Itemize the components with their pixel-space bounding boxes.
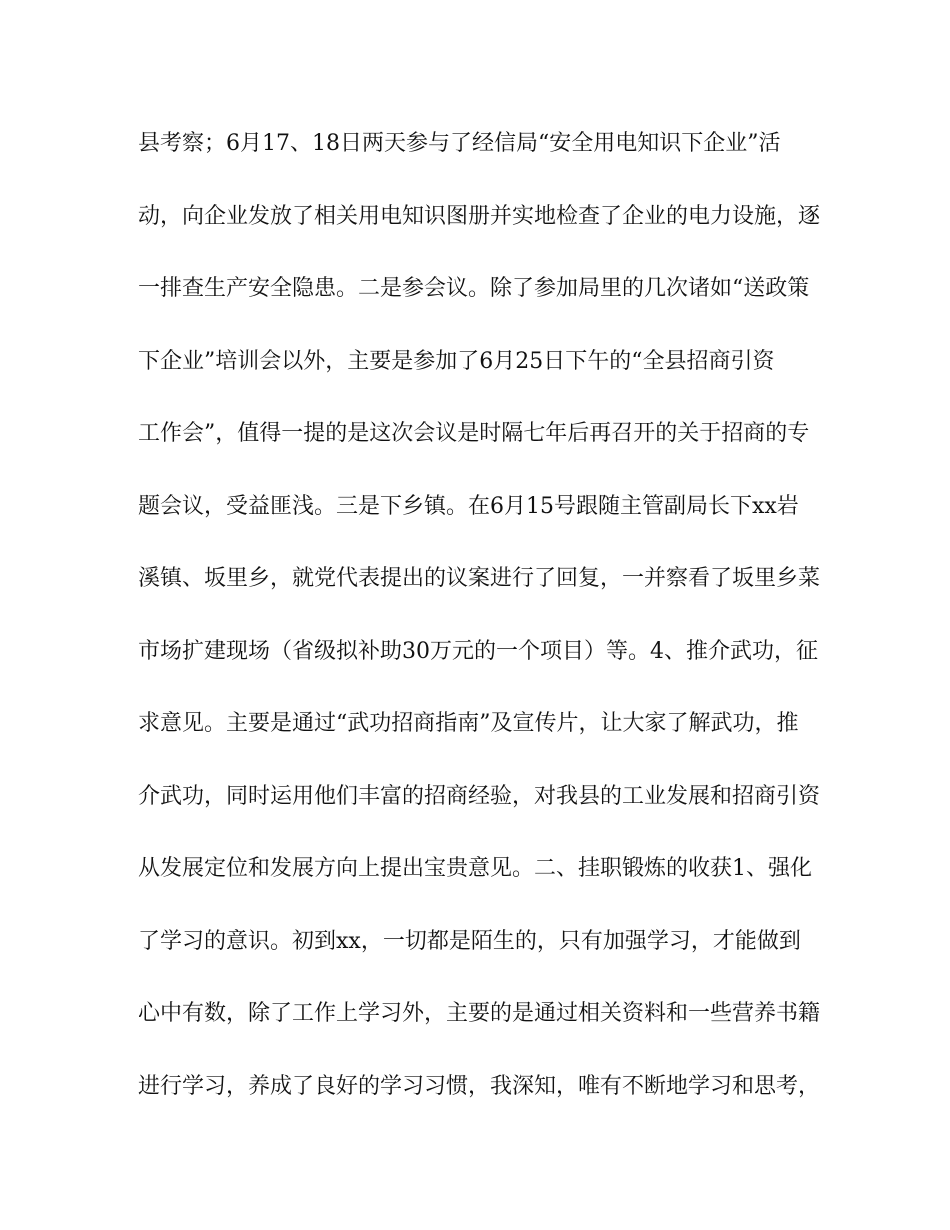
text-line-1: 县考察；6月17、18日两天参与了经信局“安全用电知识下企业”活 [138,131,781,156]
text-line-2: 动，向企业发放了相关用电知识图册并实地检查了企业的电力设施，逐 [138,203,821,229]
text-line-4: 下企业”培训会以外，主要是参加了6月25日下午的“全县招商引资 [138,348,775,374]
text-line-7: 溪镇、坂里乡，就党代表提出的议案进行了回复，一并察看了坂里乡菜 [138,566,821,591]
body-text [138,124,821,1139]
text-line-5: 工作会”，值得一提的是这次会议是时隔七年后再召开的关于招商的专 [138,421,810,446]
text-line-13: 心中有数，除了工作上学习外，主要的是通过相关资料和一些营养书籍 [138,1001,821,1026]
text-line-10: 介武功，同时运用他们丰富的招商经验，对我县的工业发展和招商引资 [138,783,821,809]
text-line-9: 求意见。主要是通过“武功招商指南”及宣传片，让大家了解武功，推 [138,711,799,736]
text-line-8: 市场扩建现场（省级拟补助30万元的一个项目）等。4、推介武功，征 [138,638,818,664]
text-line-3: 一排查生产安全隐患。二是参会议。除了参加局里的几次诸如“送政策 [138,276,810,301]
text-line-11: 从发展定位和发展方向上提出宝贵意见。二、挂职锻炼的收获1、强化 [138,856,812,881]
text-line-12: 了学习的意识。初到xx，一切都是陌生的，只有加强学习，才能做到 [138,928,801,954]
text-line-6: 题会议，受益匪浅。三是下乡镇。在6月15号跟随主管副局长下xx岩 [138,493,799,519]
text-line-14: 进行学习，养成了良好的学习习惯，我深知，唯有不断地学习和思考， [138,1073,821,1099]
